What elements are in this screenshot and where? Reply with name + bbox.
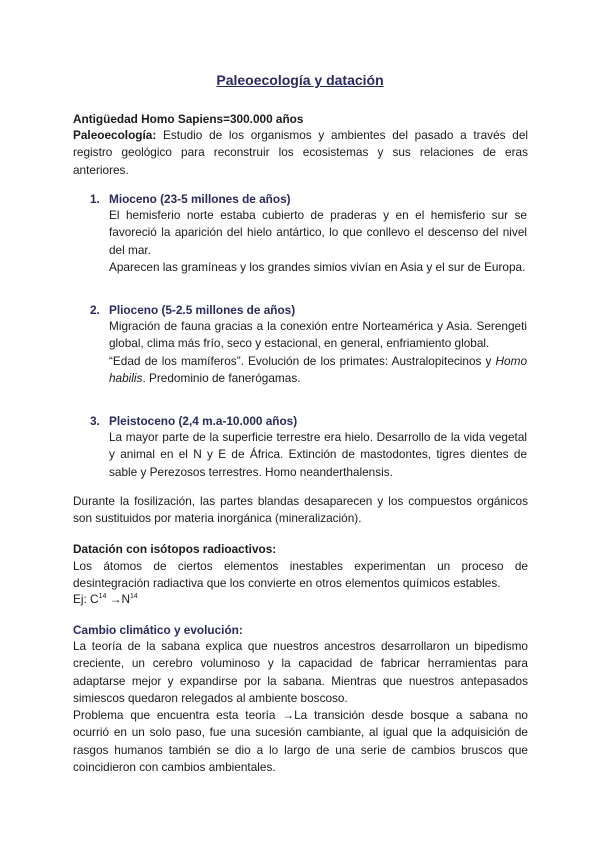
page-title: Paleoecología y datación bbox=[216, 72, 384, 88]
period-text: “Edad de los mamíferos”. Evolución de los primates: Australopitecinos y bbox=[109, 353, 496, 368]
period-heading-plioceno bbox=[90, 302, 295, 319]
period-title: Plioceno (5-2.5 millones de años) bbox=[109, 303, 296, 317]
climate-paragraph: Problema que encuentra esta teoría →La transición desde bosque a sabana no ocurrió en un solo paso, fue una sucesión cambiante, al igual que la adquisición de rasgos humanos también se dio a lo largo de una serie de cambios bruscos que coincidieron con cambios ambientales. bbox=[73, 708, 528, 775]
climate-body bbox=[73, 638, 528, 776]
age-value: =300.000 años bbox=[223, 112, 304, 126]
paleo-text: Estudio de los organismos y ambientes del pasado a través del registro geológico para reconstruir los ecosistemas y sus relaciones de eras anteriores. bbox=[73, 128, 528, 177]
isotope-number: 14 bbox=[98, 593, 107, 600]
period-paragraph: Migración de fauna gracias a la conexión entre Norteamérica y Asia. Serengeti global, clima más frío, seco y estacional, en general, enfriamiento global. bbox=[109, 319, 527, 351]
dating-paragraph: Los átomos de ciertos elementos inestables experimentan un proceso de desintegración radiactiva que los convierte en otros elementos químicos estables. bbox=[73, 559, 528, 591]
period-body-mioceno bbox=[109, 207, 527, 276]
period-body-plioceno bbox=[109, 318, 527, 387]
period-paragraph: La mayor parte de la superficie terrestre era hielo. Desarrollo de la vida vegetal y animal en el N y E de África. Extinción de mastodontes, tigres dientes de sable y Perezosos terrestres. Homo neanderthalensis. bbox=[109, 430, 527, 479]
period-number: 1. bbox=[90, 192, 100, 206]
period-title: Mioceno (23-5 millones de años) bbox=[109, 192, 291, 206]
period-text: . Predominio de fanerógamas. bbox=[142, 370, 301, 385]
period-number: 2. bbox=[90, 303, 100, 317]
climate-heading: Cambio climático y evolución: bbox=[73, 623, 243, 637]
intro-age bbox=[73, 111, 528, 128]
age-label: Antigüedad Homo Sapiens bbox=[73, 112, 224, 126]
climate-paragraph: La teoría de la sabana explica que nuestros ancestros desarrollaron un bipedismo creciente, un cerebro voluminoso y la capacidad de fabricar herramientas para adaptarse mejor y expandirse por la sabana. Mientras que nuestros antepasados simiescos quedaron relegados al ambiente boscoso. bbox=[73, 639, 528, 705]
dating-example bbox=[73, 591, 528, 608]
period-body-pleistoceno bbox=[109, 429, 527, 481]
period-paragraph bbox=[109, 353, 527, 388]
example-text: →N bbox=[106, 592, 130, 606]
example-text: Ej: C bbox=[73, 592, 99, 606]
period-number: 3. bbox=[90, 414, 100, 428]
period-paragraph: El hemisferio norte estaba cubierto de praderas y en el hemisferio sur se favoreció la aparición del hielo antártico, lo que conllevo el descenso del nivel del mar. bbox=[109, 208, 527, 257]
isotope-number: 14 bbox=[129, 593, 138, 600]
period-heading-mioceno bbox=[90, 191, 291, 208]
intro-paleoecologia bbox=[73, 127, 528, 179]
period-title: Pleistoceno (2,4 m.a-10.000 años) bbox=[109, 414, 298, 428]
period-paragraph: Aparecen las gramíneas y los grandes simios vivían en Asia y el sur de Europa. bbox=[109, 259, 526, 274]
species-name: Homo habilis bbox=[109, 353, 527, 385]
paleo-label: Paleoecología: bbox=[73, 128, 157, 142]
period-heading-pleistoceno bbox=[90, 413, 297, 430]
fossilization-paragraph: Durante la fosilización, las partes blandas desaparecen y los compuestos orgánicos son sustituidos por materia inorgánica (mineralización). bbox=[73, 494, 528, 526]
dating-heading: Datación con isótopos radioactivos: bbox=[73, 542, 277, 556]
